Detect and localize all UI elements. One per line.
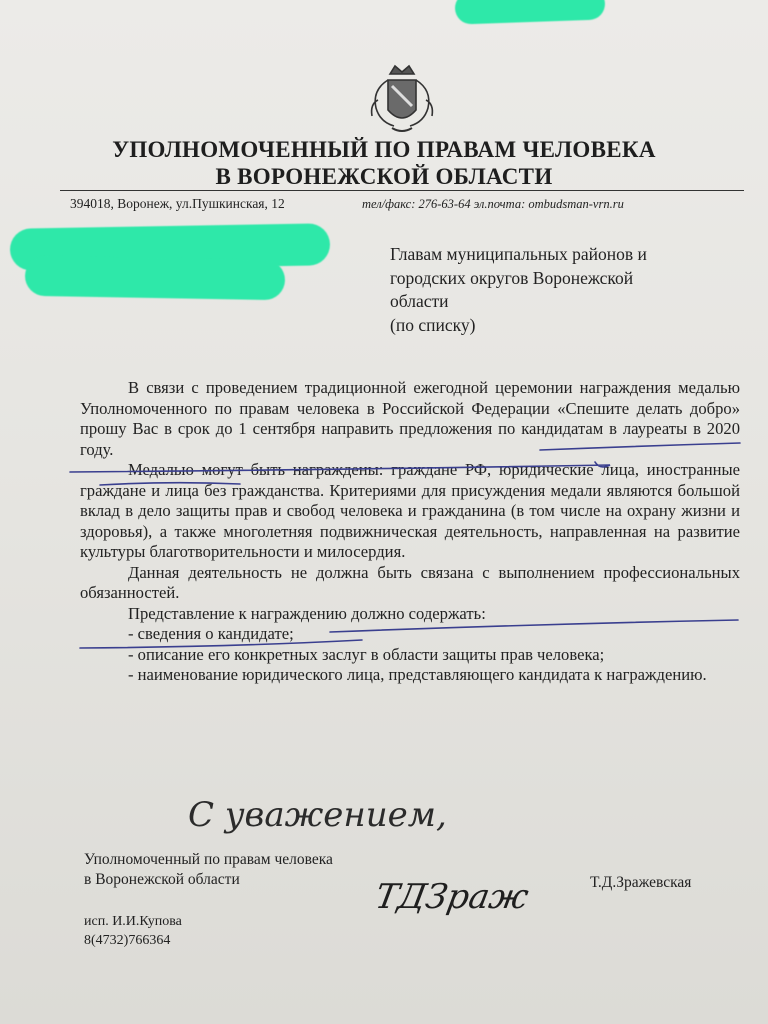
signatory-title-line1: Уполномоченный по правам человека (84, 851, 333, 868)
signatory-name: Т.Д.Зражевская (590, 874, 692, 891)
list-item-merits: - описание его конкретных заслуг в области защиты прав человека; (128, 644, 605, 664)
svg-text:С уважением,: С уважением, (188, 795, 447, 835)
redaction-marker-top (454, 0, 605, 25)
letterhead-title-line1: УПОЛНОМОЧЕННЫЙ ПО ПРАВАМ ЧЕЛОВЕКА (112, 137, 656, 162)
letterhead-contacts: тел/факс: 276-63-64 эл.почта: ombudsman-vrn.ru (362, 197, 624, 211)
handwritten-closing (180, 778, 447, 848)
paragraph-professional-duties: Данная деятельность не должна быть связана с выполнением профессиональных обязанностей. (80, 562, 740, 602)
paragraph-eligibility: Медалью могут быть награждены: граждане РФ, юридические лица, иностранные граждане и лица без гражданства. Критериями для присуждения медали являются большой вклад в дело защиты прав и свобод человека и гражданина (в том числе на охрану жизни и здоровья), а также многолетняя подвижническая деятельность, направленная на развитие культуры благотворительности и милосердия. (80, 460, 740, 561)
redaction-marker-left-2 (25, 256, 286, 301)
paragraph-ceremony: В связи с проведением традиционной ежегодной церемонии награждения медалью Уполномоченного по правам человека в Российской Федерации «Спешите делать добро» прошу Вас в срок до 1 сентября направить предложения по кандидатам в лауреаты в 2020 году. (80, 378, 740, 459)
signature-handwritten (372, 862, 532, 932)
executor-block (84, 912, 182, 950)
recipient-block (390, 243, 647, 337)
recipient-line1: Главам муниципальных районов и (390, 244, 647, 264)
coat-of-arms-emblem (362, 60, 442, 140)
executor-name: исп. И.И.Купова (84, 914, 182, 929)
recipient-line3: области (390, 291, 449, 311)
executor-phone: 8(4732)766364 (84, 933, 171, 948)
list-item-candidate-info: - сведения о кандидате; (128, 624, 294, 643)
letter-body (80, 378, 740, 686)
letterhead-divider (60, 190, 744, 191)
paragraph-submission-contents: Представление к награждению должно содержать: (128, 603, 486, 623)
list-item-legal-entity: - наименование юридического лица, представляющего кандидата к награждению. (128, 665, 707, 684)
signatory-title-line2: в Воронежской области (84, 871, 240, 888)
svg-text:ТДЗраж: ТДЗраж (372, 877, 532, 917)
signatory-title (84, 850, 333, 890)
letterhead-address: 394018, Воронеж, ул.Пушкинская, 12 (70, 196, 285, 211)
recipient-line2: городских округов Воронежской (390, 267, 634, 288)
letterhead-title-line2: В ВОРОНЕЖСКОЙ ОБЛАСТИ (215, 164, 553, 189)
recipient-line4: (по списку) (390, 314, 476, 335)
